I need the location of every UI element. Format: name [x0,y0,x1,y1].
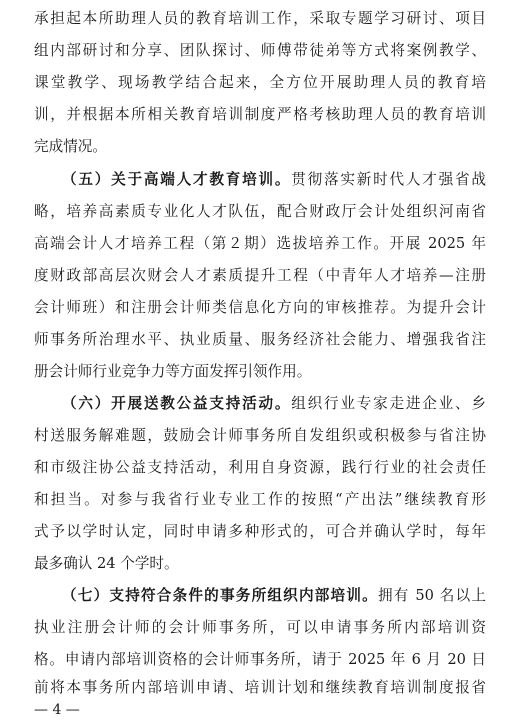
body-line: 村送服务解难题，鼓励会计师事务所自发组织或积极参与省注协 [34,427,486,444]
body-line: 完成情况。 [34,138,107,155]
section-first-line [62,393,486,415]
body-line: 执业注册会计师的会计师事务所，可以申请事务所内部培训资 [34,619,486,636]
body-line: 高端会计人才培养工程（第２期）选拔培养工作。开展 2025 年 [34,235,486,252]
section-heading: （七）支持符合条件的事务所组织内部培训。 [62,587,378,604]
body-line: 和市级注协公益支持活动，利用自身资源，践行行业的社会责任 [34,459,486,476]
page-number: — 4 — [34,702,80,718]
body-line: 式予以学时认定，同时申请多种形式的，可合并确认学时，每年 [34,523,486,540]
section-text: 拥有 50 名以上 [377,587,486,604]
section-text: 贯彻落实新时代人才强省战 [291,171,486,188]
section-text: 组织行业专家走进企业、乡 [291,395,486,412]
body-line: 最多确认 24 个学时。 [34,555,179,572]
body-line: 师事务所治理水平、执业质量、服务经济社会能力、增强我省注 [34,331,486,348]
body-line: 课堂教学、现场教学结合起来，全方位开展助理人员的教育培 [34,74,486,91]
body-line: 格。申请内部培训资格的会计师事务所，请于 2025 年 6 月 20 日 [34,651,486,668]
section-heading: （五）关于高端人才教育培训。 [62,171,292,188]
body-line: 组内部研讨和分享、团队探讨、师傅带徒弟等方式将案例教学、 [34,42,486,59]
body-line: 训，并根据本所相关教育培训制度严格考核助理人员的教育培训 [34,106,486,123]
section-heading: （六）开展送教公益支持活动。 [62,395,292,412]
body-line: 承担起本所助理人员的教育培训工作，采取专题学习研讨、项目 [34,10,486,27]
body-line: 前将本事务所内部培训申请、培训计划和继续教育培训制度报省 [34,679,486,696]
body-line: 度财政部高层次财会人才素质提升工程（中青年人才培养—注册 [34,267,486,284]
body-line: 册会计师行业竞争力等方面发挥引领作用。 [34,363,312,380]
body-line: 和担当。对参与我省行业专业工作的按照“产出法”继续教育形 [34,491,486,508]
section-first-line [62,169,486,191]
body-line: 略，培养高素质专业化人才队伍，配合财政厅会计处组织河南省 [34,203,486,220]
body-line: 会计师班）和注册会计师类信息化方向的审核推荐。为提升会计 [34,299,486,316]
section-first-line [62,585,486,607]
